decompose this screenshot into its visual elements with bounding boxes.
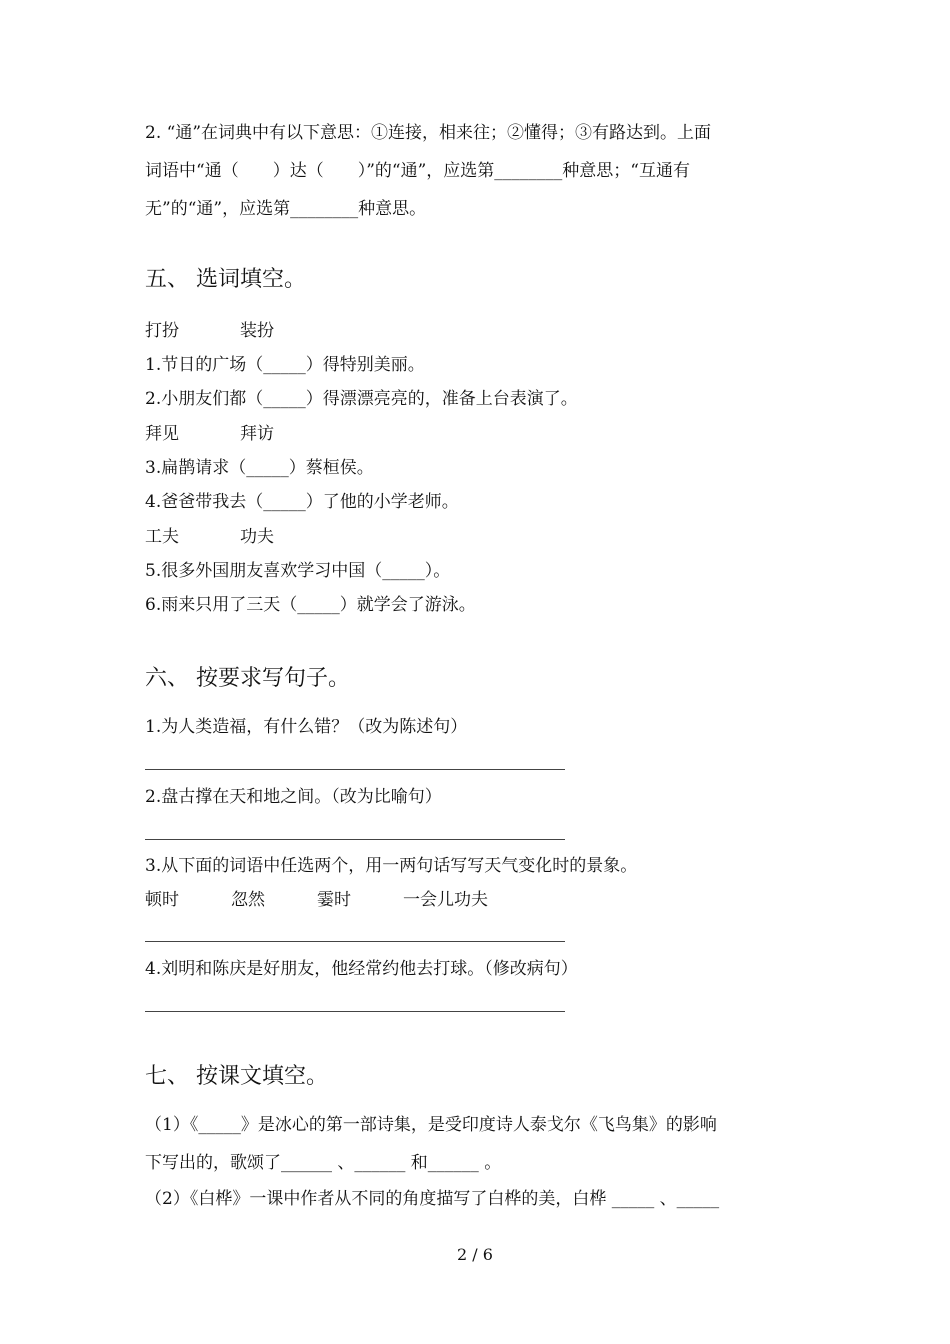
fill-item-3: 3.扁鹊请求（_____）蔡桓侯。 xyxy=(145,458,374,478)
word-option: 顿时 xyxy=(145,890,179,910)
word-choice: 拜访 xyxy=(240,424,274,444)
fill-item-4: 4.爸爸带我去（_____）了他的小学老师。 xyxy=(145,492,459,512)
sentence-q3: 3.从下面的词语中任选两个，用一两句话写写天气变化时的景象。 xyxy=(145,856,638,876)
page-number: 2 / 6 xyxy=(457,1245,493,1264)
word-option: 一会儿功夫 xyxy=(403,890,488,910)
section6-title: 六、 按要求写句子。 xyxy=(145,666,350,691)
fill-item-5: 5.很多外国朋友喜欢学习中国（_____）。 xyxy=(145,561,451,581)
word-choice: 工夫 xyxy=(145,527,179,547)
fill-item-2: 2.小朋友们都（_____）得漂漂亮亮的，准备上台表演了。 xyxy=(145,389,578,409)
recall-item-1-line1: （1）《_____》是冰心的第一部诗集，是受印度诗人泰戈尔《飞鸟集》的影响 xyxy=(145,1115,717,1135)
word-choice: 功夫 xyxy=(240,527,274,547)
q2-text-line2: 词语中“通（ ）达（ ）”的“通”，应选第________种意思；“互通有 xyxy=(145,161,690,181)
word-choice: 装扮 xyxy=(240,321,274,341)
answer-line[interactable] xyxy=(145,1011,565,1012)
sentence-q2: 2.盘古撑在天和地之间。（改为比喻句） xyxy=(145,787,442,807)
sentence-q1: 1.为人类造福，有什么错？（改为陈述句） xyxy=(145,717,468,737)
word-choice: 拜见 xyxy=(145,424,179,444)
fill-item-1: 1.节日的广场（_____）得特别美丽。 xyxy=(145,355,425,375)
recall-item-1-line2: 下写出的，歌颂了______ 、______ 和______ 。 xyxy=(145,1153,502,1173)
q2-text-line3: 无”的“通”，应选第________种意思。 xyxy=(145,199,427,219)
answer-line[interactable] xyxy=(145,769,565,770)
recall-item-2-line1: （2）《白桦》一课中作者从不同的角度描写了白桦的美，白桦 _____ 、_____ xyxy=(145,1189,720,1209)
answer-line[interactable] xyxy=(145,839,565,840)
word-option: 霎时 xyxy=(317,890,351,910)
fill-item-6: 6.雨来只用了三天（_____）就学会了游泳。 xyxy=(145,595,476,615)
section5-title: 五、 选词填空。 xyxy=(145,267,306,292)
sentence-q4: 4.刘明和陈庆是好朋友，他经常约他去打球。（修改病句） xyxy=(145,959,578,979)
q2-text-line1: 2. “通”在词典中有以下意思：①连接，相来往；②懂得；③有路达到。上面 xyxy=(145,123,712,143)
word-option: 忽然 xyxy=(231,890,265,910)
section7-title: 七、 按课文填空。 xyxy=(145,1064,328,1089)
word-choice: 打扮 xyxy=(145,321,179,341)
answer-line[interactable] xyxy=(145,941,565,942)
